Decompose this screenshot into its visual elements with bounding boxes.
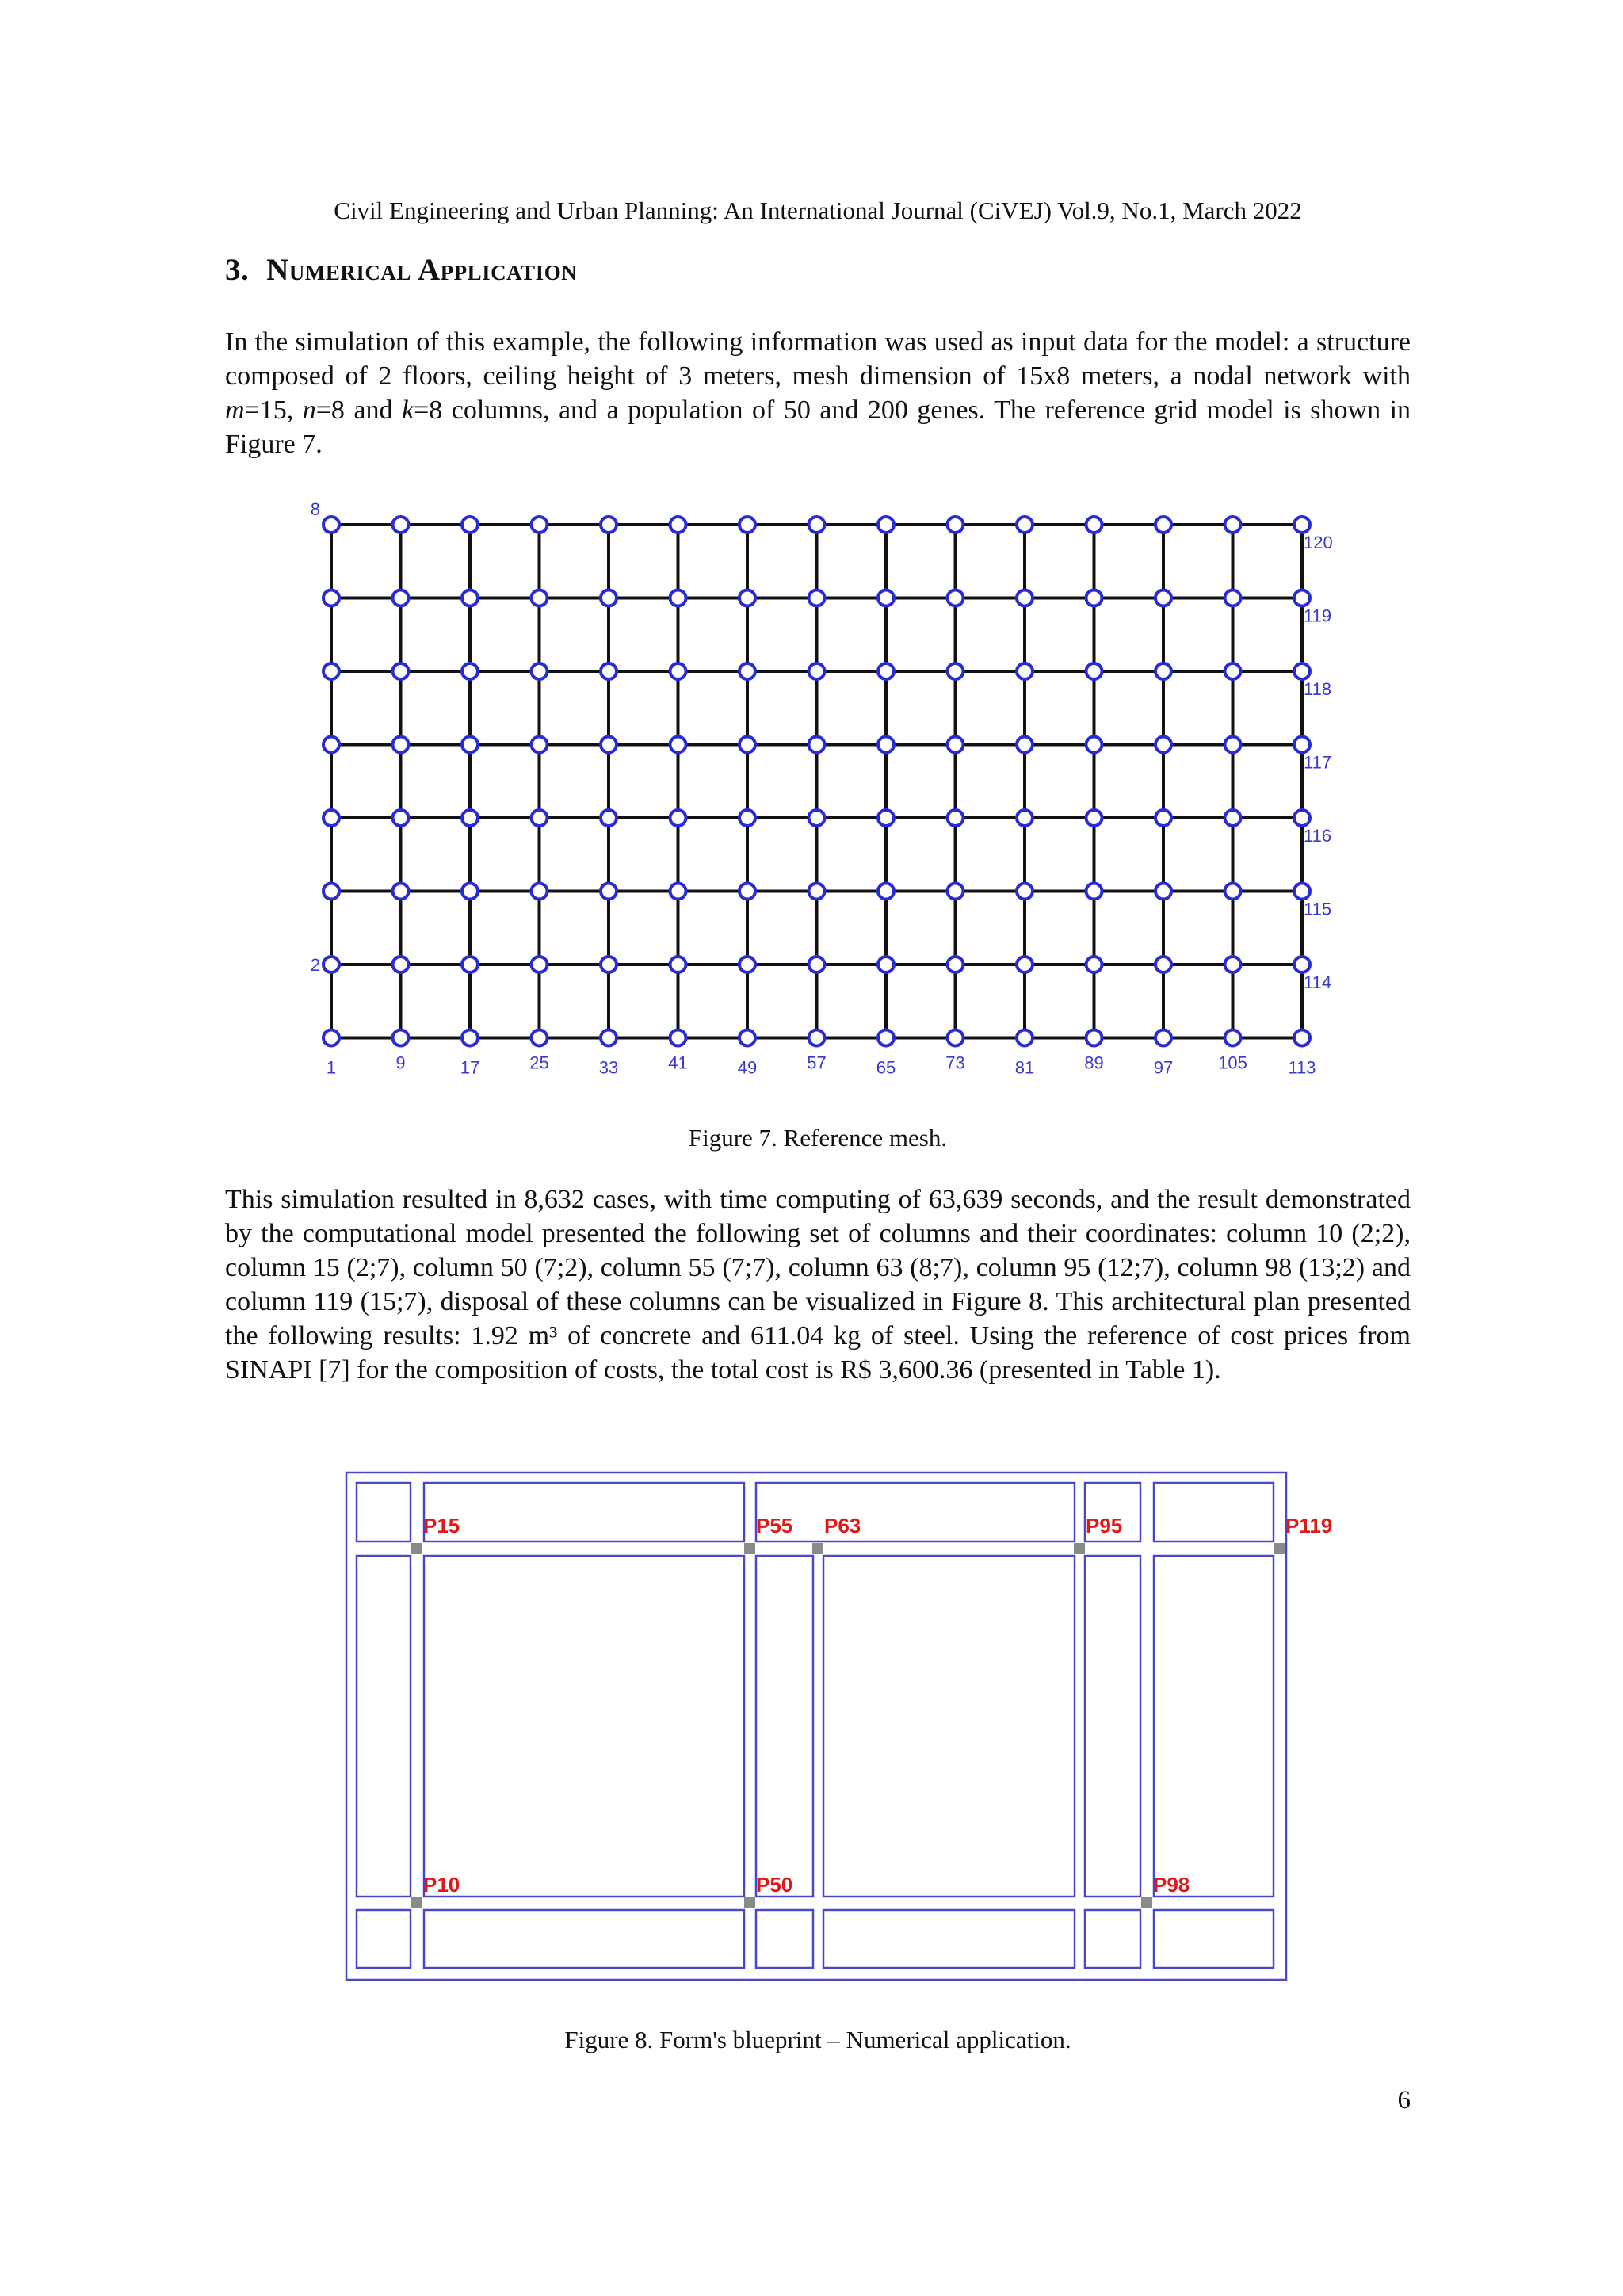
mesh-node bbox=[1086, 663, 1102, 679]
mesh-node bbox=[393, 737, 409, 753]
mesh-node bbox=[1086, 810, 1102, 826]
variable-n: n bbox=[302, 395, 316, 425]
mesh-node bbox=[948, 810, 964, 826]
column-label-p10: P10 bbox=[423, 1873, 460, 1897]
blueprint-slab bbox=[756, 1556, 813, 1897]
mesh-node bbox=[739, 957, 755, 972]
column-marker bbox=[1141, 1897, 1152, 1908]
mesh-node bbox=[1086, 590, 1102, 606]
mesh-node bbox=[1294, 737, 1310, 753]
paragraph-1-eq-m: =15, bbox=[244, 395, 303, 425]
mesh-node bbox=[1225, 737, 1241, 753]
mesh-node bbox=[601, 884, 617, 900]
mesh-node bbox=[323, 1030, 339, 1046]
mesh-node bbox=[809, 590, 825, 606]
mesh-node bbox=[462, 810, 478, 826]
mesh-bottom-label: 105 bbox=[1218, 1052, 1247, 1073]
mesh-node bbox=[1086, 1030, 1102, 1046]
figure-7-reference-mesh bbox=[293, 499, 1331, 1086]
blueprint-slab bbox=[424, 1483, 744, 1541]
mesh-node bbox=[809, 737, 825, 753]
mesh-node bbox=[1155, 590, 1171, 606]
column-label-p63: P63 bbox=[824, 1514, 861, 1538]
mesh-node bbox=[948, 517, 964, 533]
mesh-node bbox=[1017, 590, 1033, 606]
mesh-node bbox=[1017, 663, 1033, 679]
mesh-right-label: 116 bbox=[1304, 826, 1332, 846]
mesh-node bbox=[1017, 884, 1033, 900]
mesh-node bbox=[878, 737, 894, 753]
mesh-node bbox=[601, 590, 617, 606]
mesh-node bbox=[532, 737, 548, 753]
mesh-left-label: 2 bbox=[310, 955, 320, 975]
mesh-left-label: 8 bbox=[310, 499, 320, 519]
paragraph-input-data bbox=[225, 325, 1411, 461]
column-label-p50: P50 bbox=[756, 1873, 793, 1897]
mesh-node bbox=[948, 590, 964, 606]
mesh-node bbox=[532, 1030, 548, 1046]
column-marker bbox=[744, 1897, 755, 1908]
mesh-node bbox=[1294, 957, 1310, 972]
mesh-node bbox=[323, 517, 339, 533]
mesh-node bbox=[878, 663, 894, 679]
mesh-node bbox=[323, 957, 339, 972]
mesh-bottom-label: 113 bbox=[1288, 1057, 1316, 1078]
paragraph-1-eq-n: =8 and bbox=[315, 395, 402, 425]
blueprint-slab bbox=[1154, 1556, 1274, 1897]
page-number: 6 bbox=[1397, 2086, 1411, 2115]
mesh-node bbox=[1155, 810, 1171, 826]
mesh-node bbox=[1155, 957, 1171, 972]
mesh-node bbox=[1017, 957, 1033, 972]
mesh-node bbox=[601, 517, 617, 533]
blueprint-slab bbox=[357, 1910, 411, 1968]
mesh-node bbox=[1294, 884, 1310, 900]
mesh-node bbox=[1086, 517, 1102, 533]
mesh-node bbox=[809, 957, 825, 972]
mesh-node bbox=[601, 737, 617, 753]
mesh-node bbox=[948, 884, 964, 900]
figure-8-blueprint bbox=[344, 1470, 1333, 1985]
mesh-node bbox=[532, 517, 548, 533]
mesh-node bbox=[462, 1030, 478, 1046]
blueprint-slab bbox=[1154, 1483, 1274, 1541]
mesh-bottom-label: 33 bbox=[598, 1057, 619, 1078]
mesh-node bbox=[739, 1030, 755, 1046]
blueprint-slab bbox=[756, 1483, 1075, 1541]
mesh-right-label: 117 bbox=[1304, 752, 1332, 773]
mesh-node bbox=[532, 590, 548, 606]
column-label-p95: P95 bbox=[1086, 1514, 1123, 1538]
mesh-bottom-label: 73 bbox=[945, 1052, 965, 1073]
mesh-bottom-label: 9 bbox=[395, 1052, 406, 1073]
blueprint-slab bbox=[823, 1556, 1075, 1897]
mesh-node bbox=[739, 590, 755, 606]
section-number: 3. bbox=[225, 253, 250, 287]
mesh-right-label: 120 bbox=[1304, 533, 1333, 552]
mesh-node bbox=[670, 737, 686, 753]
mesh-node bbox=[1225, 884, 1241, 900]
mesh-node bbox=[1155, 663, 1171, 679]
blueprint-slab bbox=[357, 1556, 411, 1897]
blueprint-slab bbox=[756, 1910, 813, 1968]
column-marker bbox=[411, 1543, 422, 1554]
mesh-bottom-label: 81 bbox=[1014, 1057, 1035, 1078]
mesh-node bbox=[1294, 663, 1310, 679]
mesh-node bbox=[1225, 663, 1241, 679]
blueprint-slab bbox=[424, 1910, 744, 1968]
column-marker bbox=[411, 1897, 422, 1908]
mesh-bottom-label: 65 bbox=[876, 1057, 896, 1078]
mesh-node bbox=[670, 663, 686, 679]
mesh-node bbox=[323, 737, 339, 753]
mesh-node bbox=[670, 810, 686, 826]
mesh-node bbox=[1225, 590, 1241, 606]
mesh-node bbox=[1155, 737, 1171, 753]
mesh-node bbox=[323, 663, 339, 679]
mesh-bottom-label: 97 bbox=[1153, 1057, 1174, 1078]
mesh-node bbox=[1225, 810, 1241, 826]
mesh-node bbox=[393, 884, 409, 900]
mesh-node bbox=[809, 517, 825, 533]
mesh-node bbox=[809, 884, 825, 900]
mesh-bottom-label: 25 bbox=[529, 1052, 549, 1073]
mesh-node bbox=[532, 884, 548, 900]
mesh-bottom-label: 49 bbox=[737, 1057, 758, 1078]
mesh-node bbox=[393, 663, 409, 679]
mesh-node bbox=[878, 517, 894, 533]
mesh-node bbox=[462, 957, 478, 972]
mesh-node bbox=[393, 590, 409, 606]
variable-m: m bbox=[225, 395, 245, 425]
mesh-node bbox=[948, 1030, 964, 1046]
blueprint-slab bbox=[1085, 1556, 1140, 1897]
paragraph-simulation-results: This simulation resulted in 8,632 cases, with time computing of 63,639 seconds, and the result demonstrated by the computational model presented the following set of columns and their coordinates: column 10 (2;2), column 15 (2;7), column 50 (7;2), column 55 (7;7), column 63 (8;7), column 95 (12;7), column 98 (13;2) and column 119 (15;7), disposal of these columns can be visualized in Figure 8. This architectural plan presented the following results: 1.92 m³ of concrete and 611.04 kg of steel. Using the reference of cost prices from SINAPI [7] for the composition of costs, the total cost is R$ 3,600.36 (presented in Table 1). bbox=[225, 1185, 1411, 1385]
mesh-node bbox=[601, 1030, 617, 1046]
mesh-node bbox=[1294, 517, 1310, 533]
column-marker bbox=[812, 1543, 823, 1554]
mesh-node bbox=[739, 737, 755, 753]
blueprint-slab bbox=[424, 1556, 744, 1897]
mesh-node bbox=[393, 1030, 409, 1046]
mesh-node bbox=[739, 884, 755, 900]
section-title-text: Numerical Application bbox=[266, 253, 578, 287]
mesh-node bbox=[1225, 517, 1241, 533]
column-marker bbox=[1074, 1543, 1085, 1554]
variable-k: k bbox=[401, 395, 414, 425]
mesh-node bbox=[323, 810, 339, 826]
mesh-node bbox=[1017, 737, 1033, 753]
mesh-right-label: 119 bbox=[1304, 606, 1332, 626]
mesh-node bbox=[462, 884, 478, 900]
mesh-bottom-label: 57 bbox=[807, 1052, 827, 1073]
mesh-right-label: 114 bbox=[1304, 972, 1332, 992]
mesh-node bbox=[670, 884, 686, 900]
mesh-bottom-label: 89 bbox=[1084, 1052, 1104, 1073]
mesh-node bbox=[532, 663, 548, 679]
mesh-node bbox=[809, 810, 825, 826]
mesh-node bbox=[1294, 590, 1310, 606]
mesh-bottom-label: 17 bbox=[460, 1057, 480, 1078]
mesh-right-label: 118 bbox=[1304, 679, 1332, 699]
mesh-node bbox=[948, 663, 964, 679]
mesh-node bbox=[739, 663, 755, 679]
mesh-bottom-label: 1 bbox=[326, 1057, 337, 1078]
column-label-p119: P119 bbox=[1285, 1514, 1333, 1538]
mesh-node bbox=[878, 957, 894, 972]
mesh-node bbox=[1294, 1030, 1310, 1046]
mesh-node bbox=[462, 663, 478, 679]
mesh-node bbox=[948, 957, 964, 972]
mesh-node bbox=[739, 810, 755, 826]
mesh-node bbox=[1086, 737, 1102, 753]
mesh-node bbox=[601, 810, 617, 826]
mesh-node bbox=[878, 884, 894, 900]
mesh-node bbox=[670, 957, 686, 972]
mesh-node bbox=[1017, 517, 1033, 533]
blueprint-slab bbox=[1154, 1910, 1274, 1968]
column-marker bbox=[744, 1543, 755, 1554]
mesh-node bbox=[323, 884, 339, 900]
blueprint-slab bbox=[1085, 1910, 1140, 1968]
mesh-node bbox=[1294, 810, 1310, 826]
mesh-node bbox=[670, 517, 686, 533]
mesh-node bbox=[670, 590, 686, 606]
mesh-node bbox=[393, 517, 409, 533]
mesh-node bbox=[878, 810, 894, 826]
paragraph-1-text-a: In the simulation of this example, the following information was used as input data for the model: a structure composed of 2 floors, ceiling height of 3 meters, mesh dimension of 15x8 meters, a nodal network with bbox=[225, 327, 1411, 391]
section-heading bbox=[225, 252, 577, 288]
paragraph-1-text-b: =8 columns, and a population of 50 and 200 genes. The reference grid model is shown in Figure 7. bbox=[225, 395, 1411, 459]
mesh-node bbox=[1017, 1030, 1033, 1046]
mesh-node bbox=[532, 957, 548, 972]
mesh-node bbox=[948, 737, 964, 753]
mesh-node bbox=[1155, 884, 1171, 900]
mesh-node bbox=[1086, 884, 1102, 900]
mesh-node bbox=[462, 590, 478, 606]
column-marker bbox=[1274, 1543, 1285, 1554]
mesh-node bbox=[1155, 1030, 1171, 1046]
mesh-node bbox=[809, 663, 825, 679]
mesh-node bbox=[809, 1030, 825, 1046]
mesh-node bbox=[739, 517, 755, 533]
mesh-right-label: 115 bbox=[1304, 899, 1332, 919]
mesh-node bbox=[1017, 810, 1033, 826]
blueprint-slab bbox=[823, 1910, 1075, 1968]
column-label-p15: P15 bbox=[423, 1514, 460, 1538]
blueprint-slab bbox=[357, 1483, 411, 1541]
running-header: Civil Engineering and Urban Planning: An International Journal (CiVEJ) Vol.9, No.1, March 2022 bbox=[334, 197, 1302, 224]
mesh-node bbox=[601, 957, 617, 972]
mesh-node bbox=[393, 957, 409, 972]
mesh-node bbox=[462, 517, 478, 533]
mesh-node bbox=[393, 810, 409, 826]
figure-7-caption: Figure 7. Reference mesh. bbox=[688, 1124, 948, 1152]
mesh-node bbox=[1225, 1030, 1241, 1046]
mesh-node bbox=[323, 590, 339, 606]
figure-8-caption: Figure 8. Form's blueprint – Numerical application. bbox=[564, 2026, 1071, 2053]
mesh-node bbox=[878, 1030, 894, 1046]
mesh-node bbox=[1086, 957, 1102, 972]
column-label-p55: P55 bbox=[756, 1514, 793, 1538]
column-label-p98: P98 bbox=[1153, 1873, 1190, 1897]
mesh-node bbox=[1155, 517, 1171, 533]
mesh-node bbox=[601, 663, 617, 679]
mesh-node bbox=[1225, 957, 1241, 972]
mesh-node bbox=[532, 810, 548, 826]
mesh-node bbox=[462, 737, 478, 753]
mesh-node bbox=[878, 590, 894, 606]
mesh-node bbox=[670, 1030, 686, 1046]
mesh-bottom-label: 41 bbox=[668, 1052, 688, 1073]
